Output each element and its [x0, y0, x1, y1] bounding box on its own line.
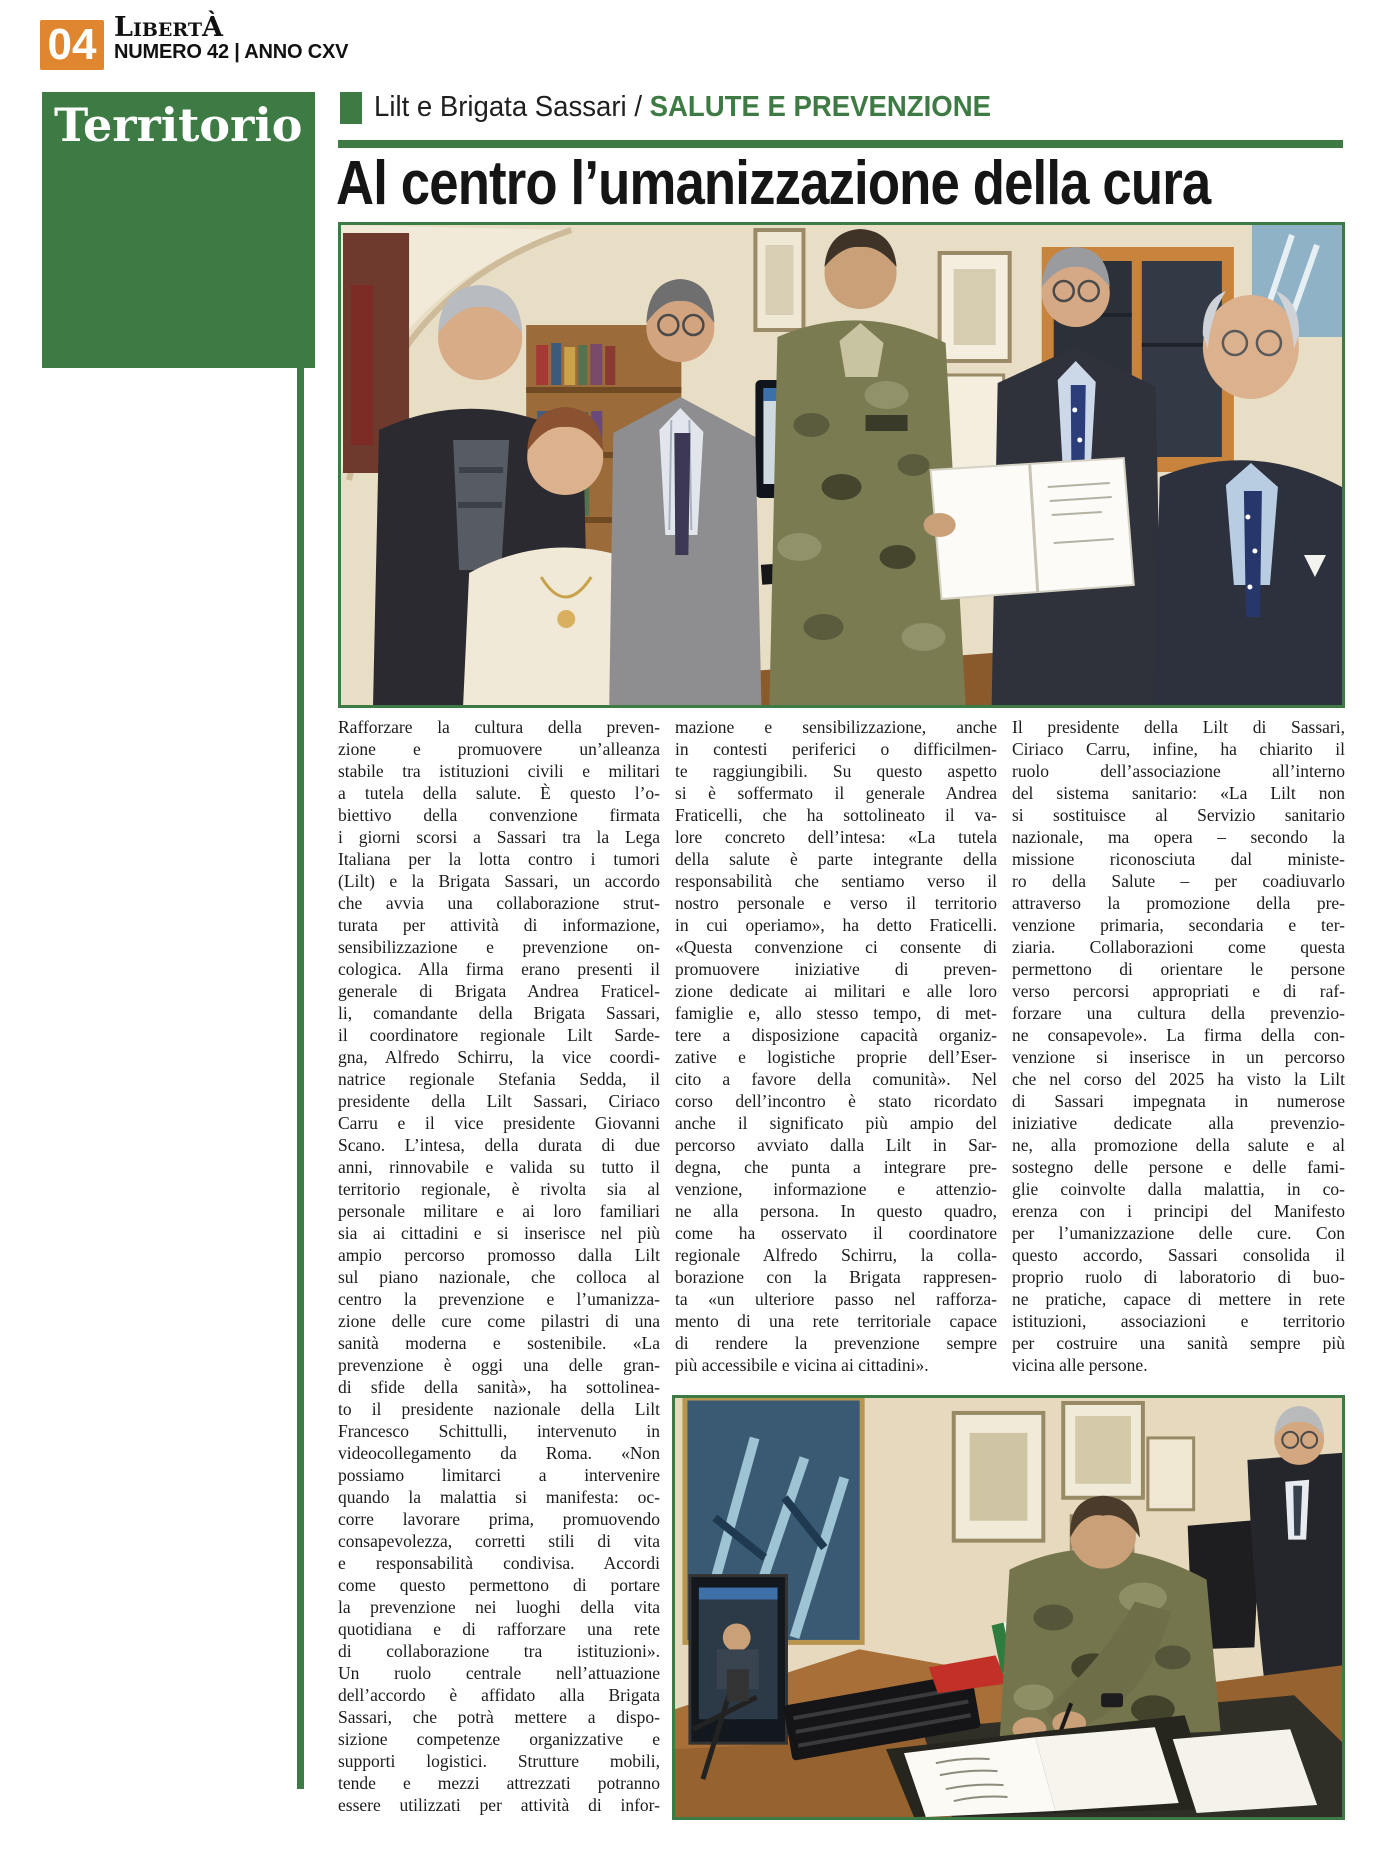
- text-line: ne alla persona. In questo quadro,: [675, 1201, 997, 1221]
- text-line: glie coinvolte dalla malattia, in co-: [1012, 1179, 1345, 1199]
- headline-text: Al centro l’umanizzazione della cura: [336, 149, 1211, 218]
- text-line: zione e promuovere un’alleanza: [338, 739, 660, 759]
- text-line: zione dedicate ai militari e alle loro: [675, 981, 997, 1001]
- text-line: famiglie e, allo stesso tempo, di met-: [675, 1003, 997, 1023]
- text-line: cologica. Alla firma erano presenti il: [338, 959, 660, 979]
- text-line: centro la prevenzione e l’umanizza-: [338, 1289, 660, 1309]
- text-line: di Sassari impegnata in numerose: [1012, 1091, 1345, 1111]
- text-line: sia ai cittadini e si inserisce nel più: [338, 1223, 660, 1243]
- article-column-1: [338, 716, 660, 1816]
- section-box: [42, 92, 315, 368]
- text-line: «Questa convenzione ci consente di: [675, 937, 997, 957]
- text-line: presidente della Lilt Sassari, Ciriaco: [338, 1091, 660, 1111]
- text-line: proprio ruolo di laboratorio di buo-: [1012, 1267, 1345, 1287]
- text-line: la prevenzione nei luoghi della vita: [338, 1597, 660, 1617]
- text-line: sizione competenze organizzative e: [338, 1729, 660, 1749]
- text-line: istituzioni, associazioni e territorio: [1012, 1311, 1345, 1331]
- text-line: in cui operiamo», ha detto Fraticelli.: [675, 915, 997, 935]
- text-line: venzione si inserisce in un percorso: [1012, 1047, 1345, 1067]
- text-line: venzione primaria, secondaria e ter-: [1012, 915, 1345, 935]
- text-line: venzione, informazione e attenzio-: [675, 1179, 997, 1199]
- text-line: tende e mezzi attrezzati potranno: [338, 1773, 660, 1793]
- kicker-topic: SALUTE E PREVENZIONE: [649, 91, 991, 123]
- text-line: i giorni scorsi a Sassari tra la Lega: [338, 827, 660, 847]
- text-line: consapevolezza, corretti stili di vita: [338, 1531, 660, 1551]
- text-line: del sistema sanitario: «La Lilt non: [1012, 783, 1345, 803]
- text-line: di sfide della sanità», ha sottolinea-: [338, 1377, 660, 1397]
- text-line: supporti logistici. Strutture mobili,: [338, 1751, 660, 1771]
- issue-line: NUMERO 42 | ANNO CXV: [114, 41, 349, 63]
- text-line: di collaborazione tra istituzioni».: [338, 1641, 660, 1661]
- text-line: generale di Brigata Andrea Fraticel-: [338, 981, 660, 1001]
- text-line: Scano. L’intesa, della durata di due: [338, 1135, 660, 1155]
- text-line: come questo permettono di portare: [338, 1575, 660, 1595]
- text-line: degna, che punta a integrare pre-: [675, 1157, 997, 1177]
- text-line: cito a favore della comunità». Nel: [675, 1069, 997, 1089]
- text-line: essere utilizzati per attività di infor-: [338, 1795, 660, 1815]
- text-line: responsabilità che sentiamo verso il: [675, 871, 997, 891]
- text-line: nazionale, ma opera – secondo la: [1012, 827, 1345, 847]
- text-line: sanità moderna e sostenibile. «La: [338, 1333, 660, 1353]
- text-line: permettono di orientare le persone: [1012, 959, 1345, 979]
- text-line: che nel corso del 2025 ha visto la Lilt: [1012, 1069, 1345, 1089]
- headline: [336, 149, 1343, 218]
- text-line: Ciriaco Carru, infine, ha chiarito il: [1012, 739, 1345, 759]
- text-line: gna, Alfredo Schirru, la vice coordi-: [338, 1047, 660, 1067]
- text-line: biettivo della convenzione firmata: [338, 805, 660, 825]
- text-line: territorio regionale, è rivolta sia al: [338, 1179, 660, 1199]
- text-line: della salute è parte integrante della: [675, 849, 997, 869]
- text-line: per costruire una sanità sempre più: [1012, 1333, 1345, 1353]
- text-line: percorso avviato dalla Lilt in Sar-: [675, 1135, 997, 1155]
- text-line: quando la malattia si manifesta: oc-: [338, 1487, 660, 1507]
- text-line: corso dell’incontro è stato ricordato: [675, 1091, 997, 1111]
- text-line: di rendere la prevenzione sempre: [675, 1333, 997, 1353]
- text-line: forzare una cultura della prevenzio-: [1012, 1003, 1345, 1023]
- text-line: li, comandante della Brigata Sassari,: [338, 1003, 660, 1023]
- text-line: Italiana per la lotta contro i tumori: [338, 849, 660, 869]
- text-line: personale militare e ai loro familiari: [338, 1201, 660, 1221]
- text-line: iniziative dedicate alla prevenzio-: [1012, 1113, 1345, 1133]
- section-title: Territorio: [54, 98, 303, 152]
- kicker: [374, 90, 991, 125]
- text-line: erenza con i principi del Manifesto: [1012, 1201, 1345, 1221]
- text-line: mazione e sensibilizzazione, anche: [675, 717, 997, 737]
- text-line: ampio percorso promosso dalla Lilt: [338, 1245, 660, 1265]
- page-number-box: [40, 20, 104, 70]
- text-line: prevenzione è oggi una delle gran-: [338, 1355, 660, 1375]
- text-line: vicina alle persone.: [1012, 1355, 1148, 1375]
- text-line: ne consapevole». La firma della con-: [1012, 1025, 1345, 1045]
- top-photo-illustration: [341, 225, 1342, 705]
- text-line: sul piano nazionale, che colloca al: [338, 1267, 660, 1287]
- text-line: Sassari, che potrà mettere a dispo-: [338, 1707, 660, 1727]
- text-line: videocollegamento da Roma. «Non: [338, 1443, 660, 1463]
- text-line: dell’accordo è affidato alla Brigata: [338, 1685, 660, 1705]
- newspaper-brand: LibertÀ: [114, 12, 223, 43]
- text-line: ne, alla promozione della salute e al: [1012, 1135, 1345, 1155]
- section-vertical-rule: [297, 368, 304, 1789]
- text-line: nostro personale e verso il territorio: [675, 893, 997, 913]
- text-line: ziaria. Collaborazioni come questa: [1012, 937, 1345, 957]
- text-line: anche il significato più ampio del: [675, 1113, 997, 1133]
- text-line: stabile tra istituzioni civili e militari: [338, 761, 660, 781]
- text-line: corre lavorare prima, promuovendo: [338, 1509, 660, 1529]
- article-column-2: [675, 716, 997, 1376]
- kicker-square-icon: [340, 92, 362, 124]
- text-line: regionale Alfredo Schirru, la colla-: [675, 1245, 997, 1265]
- text-line: a tutela della salute. È questo l’o-: [338, 783, 660, 803]
- text-line: attraverso la promozione della pre-: [1012, 893, 1345, 913]
- text-line: te raggiungibili. Su questo aspetto: [675, 761, 997, 781]
- article-column-3: [1012, 716, 1345, 1376]
- text-line: borazione con la Brigata rappresen-: [675, 1267, 997, 1287]
- text-line: tere a disposizione capacità organiz-: [675, 1025, 997, 1045]
- bottom-photo-illustration: [675, 1398, 1342, 1817]
- text-line: per l’umanizzazione delle cure. Con: [1012, 1223, 1345, 1243]
- text-line: sensibilizzazione e prevenzione on-: [338, 937, 660, 957]
- text-line: mento di una rete territoriale capace: [675, 1311, 997, 1331]
- text-line: che avvia una collaborazione strut-: [338, 893, 660, 913]
- text-line: lore concreto dell’intesa: «La tutela: [675, 827, 997, 847]
- text-line: più accessibile e vicina ai cittadini».: [675, 1355, 929, 1375]
- kicker-text: Lilt e Brigata Sassari /: [374, 91, 650, 123]
- text-line: anni, rinnovabile e valida su tutto il: [338, 1157, 660, 1177]
- text-line: promuovere iniziative di preven-: [675, 959, 997, 979]
- text-line: verso percorsi appropriati e di raf-: [1012, 981, 1345, 1001]
- text-line: questo accordo, Sassari consolida il: [1012, 1245, 1345, 1265]
- text-line: ta «un ulteriore passo nel rafforza-: [675, 1289, 997, 1309]
- page-number: 04: [47, 20, 97, 69]
- text-line: ne pratiche, capace di mettere in rete: [1012, 1289, 1345, 1309]
- text-line: come ha osservato il coordinatore: [675, 1223, 997, 1243]
- text-line: zative e logistiche proprie dell’Eser-: [675, 1047, 997, 1067]
- text-line: e responsabilità condivisa. Accordi: [338, 1553, 660, 1573]
- text-line: Francesco Schittulli, intervenuto in: [338, 1421, 660, 1441]
- text-line: il coordinatore regionale Lilt Sarde-: [338, 1025, 660, 1045]
- text-line: ruolo dell’associazione all’interno: [1012, 761, 1345, 781]
- text-line: (Lilt) e la Brigata Sassari, un accordo: [338, 871, 660, 891]
- text-line: si sostituisce al Servizio sanitario: [1012, 805, 1345, 825]
- bottom-photo: [672, 1395, 1345, 1820]
- text-line: si è soffermato il generale Andrea: [675, 783, 997, 803]
- text-line: quotidiana e di rafforzare una rete: [338, 1619, 660, 1639]
- text-line: turata per attività di informazione,: [338, 915, 660, 935]
- text-line: zione delle cure come pilastri di una: [338, 1311, 660, 1331]
- text-line: Carru e il vice presidente Giovanni: [338, 1113, 660, 1133]
- text-line: missione riconosciuta dal ministe-: [1012, 849, 1345, 869]
- text-line: natrice regionale Stefania Sedda, il: [338, 1069, 660, 1089]
- text-line: to il presidente nazionale della Lilt: [338, 1399, 660, 1419]
- text-line: Il presidente della Lilt di Sassari,: [1012, 717, 1345, 737]
- text-line: Un ruolo centrale nell’attuazione: [338, 1663, 660, 1683]
- text-line: possiamo limitarci a intervenire: [338, 1465, 660, 1485]
- headline-rule: [338, 140, 1343, 148]
- text-line: Fraticelli, che ha sottolineato il va-: [675, 805, 997, 825]
- top-photo: [338, 222, 1345, 708]
- text-line: sostegno delle persone e delle fami-: [1012, 1157, 1345, 1177]
- text-line: in contesti periferici o difficilmen-: [675, 739, 997, 759]
- text-line: Rafforzare la cultura della preven-: [338, 717, 660, 737]
- text-line: ro della Salute – per coadiuvarlo: [1012, 871, 1345, 891]
